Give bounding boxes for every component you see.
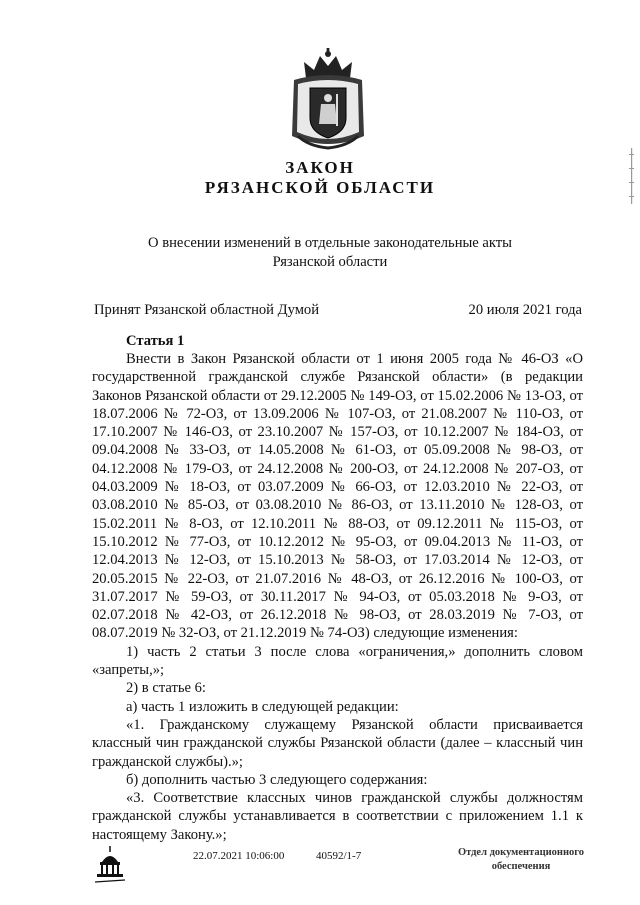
footer-timestamp: 22.07.2021 10:06:00 [193, 850, 285, 862]
adopted-by: Принят Рязанской областной Думой [94, 302, 320, 318]
duma-logo-icon [93, 844, 127, 884]
department-line-1: Отдел документационного [457, 847, 585, 858]
paragraph: 1) часть 2 статьи 3 после слова «ограничения,» дополнить словом «запреты,»; [92, 643, 583, 679]
department-line-2: обеспечения [491, 861, 551, 872]
paragraph: 2) в статье 6: [126, 680, 206, 697]
law-region-title: РЯЗАНСКОЙ ОБЛАСТИ [204, 178, 436, 197]
paragraph: б) дополнить частью 3 следующего содержания: [126, 771, 428, 788]
law-subject [140, 234, 520, 272]
footer-doc-number: 40592/1-7 [316, 850, 362, 862]
adoption-date: 20 июля 2021 года [468, 302, 582, 318]
subject-line-1: О внесении изменений в отдельные законодательные акты [148, 235, 512, 251]
paragraph: а) часть 1 изложить в следующей редакции: [126, 698, 399, 715]
paragraph: «1. Гражданскому служащему Рязанской области присваивается классный чин гражданской службы Рязанской области (далее – классный чин гражданской службы).»; [92, 716, 583, 770]
scan-marks-icon [628, 148, 636, 204]
coat-of-arms-emblem [288, 48, 368, 150]
article-heading: Статья 1 [126, 333, 185, 349]
article-body [92, 350, 583, 844]
paragraph: Внести в Закон Рязанской области от 1 июня 2005 года № 46-ОЗ «О государственной гражданской службе Рязанской области» (в редакции Законов Рязанской области от 29.12.2005 № 149-ОЗ, от 15.02.2006 № 13-ОЗ, от 18.07.2006 № 72-ОЗ, от 13.09.2006 № 107-ОЗ, от 21.08.2007 № 110-ОЗ, от 17.10.2007 № 146-ОЗ, от 23.10.2007 № 157-ОЗ, от 10.12.2007 № 184-ОЗ, от 09.04.2008 № 33-ОЗ, от 14.05.2008 № 61-ОЗ, от 05.09.2008 № 98-ОЗ, от 04.12.2008 № 179-ОЗ, от 24.12.2008 № 200-ОЗ, от 24.12.2008 № 207-ОЗ, от 04.03.2009 № 18-ОЗ, от 03.07.2009 № 66-ОЗ, от 12.03.2010 № 22-ОЗ, от 03.08.2010 № 85-ОЗ, от 03.08.2010 № 86-ОЗ, от 13.11.2010 № 128-ОЗ, от 15.02.2011 № 8-ОЗ, от 12.10.2011 № 88-ОЗ, от 09.12.2011 № 115-ОЗ, от 15.10.2012 № 77-ОЗ, от 10.12.2012 № 95-ОЗ, от 09.04.2013 № 11-ОЗ, от 12.04.2013 № 12-ОЗ, от 15.10.2013 № 58-ОЗ, от 17.03.2014 № 12-ОЗ, от 20.05.2015 № 22-ОЗ, от 21.07.2016 № 48-ОЗ, от 26.12.2016 № 100-ОЗ, от 31.07.2017 № 59-ОЗ, от 30.11.2017 № 94-ОЗ, от 05.03.2018 № 9-ОЗ, от 02.07.2018 № 42-ОЗ, от 26.12.2018 № 98-ОЗ, от 28.03.2019 № 7-ОЗ, от 08.07.2019 № 32-ОЗ, от 21.12.2019 № 74-ОЗ) следующие изменения: [92, 351, 583, 642]
subject-line-2: Рязанской области [272, 254, 388, 270]
paragraph: «3. Соответствие классных чинов гражданской службы должностям гражданской службы устанавливается в соответствии с приложением 1.1 к настоящему Закону.»; [92, 790, 583, 843]
footer-department [446, 846, 596, 874]
law-title: ЗАКОН [285, 158, 355, 177]
